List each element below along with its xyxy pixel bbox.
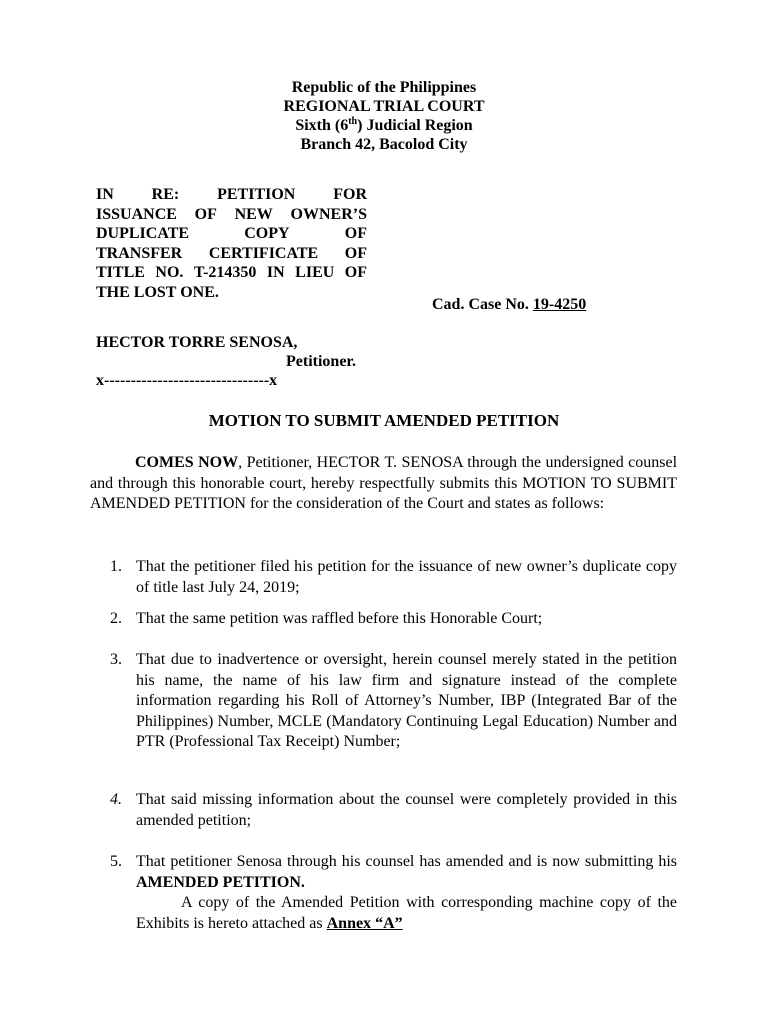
header-branch: Branch 42, Bacolod City <box>300 136 468 153</box>
petitioner-block <box>96 333 356 390</box>
case-caption <box>96 185 367 302</box>
case-number-value: 19-4250 <box>532 296 587 313</box>
list-item: 1. That the petitioner filed his petition for the issuance of new owner’s duplicate copy of title last July 24, 2019; <box>110 558 677 596</box>
motion-title: MOTION TO SUBMIT AMENDED PETITION <box>208 411 560 430</box>
caption-line-5: TITLE NO. T-214350 IN LIEU OF <box>96 264 367 281</box>
caption-line-6: THE LOST ONE. <box>96 283 219 301</box>
court-header <box>0 78 768 154</box>
intro-paragraph <box>90 453 677 515</box>
petitioner-role: Petitioner. <box>286 353 357 370</box>
header-court: REGIONAL TRIAL COURT <box>283 98 485 115</box>
caption-line-1: IN RE: PETITION FOR <box>96 186 367 203</box>
caption-line-4: TRANSFER CERTIFICATE OF <box>96 244 367 262</box>
list-item: 5. That petitioner Senosa through his counsel has amended and is now submitting his AMENDED PETITION. <box>110 853 677 891</box>
list-item: 4. That said missing information about the counsel were completely provided in this amended petition; <box>110 791 677 829</box>
caption-separator: x-------------------------------x <box>96 372 278 389</box>
list-item: 3. That due to inadvertence or oversight, herein counsel merely stated in the petition his name, the name of his law firm and signature instead of the complete information regarding his Roll of Attorney’s Number, IBP (Integrated Bar of the Philippines) Number, MCLE (Mandatory Continuing Legal Education) Number and PTR (Professional Tax Receipt) Number; <box>110 651 677 750</box>
comes-now: COMES NOW <box>135 454 239 471</box>
case-number <box>432 296 586 314</box>
caption-line-3: DUPLICATE COPY OF <box>96 225 367 242</box>
annex-label: Annex “A” <box>326 914 403 932</box>
annex-paragraph: A copy of the Amended Petition with corresponding machine copy of the Exhibits is hereto attached as Annex “A” <box>136 894 677 932</box>
intro-text: , Petitioner, HECTOR T. SENOSA through the undersigned counsel and through this honorable court, hereby respectfully submits this MOTION TO SUBMIT AMENDED PETITION for the consideration of the Court and states as follows: <box>90 454 678 512</box>
header-republic: Republic of the Philippines <box>291 79 477 96</box>
list-item: 2. That the same petition was raffled before this Honorable Court; <box>110 610 543 627</box>
petitioner-name: HECTOR TORRE SENOSA, <box>96 334 298 351</box>
header-region: Sixth (6th) Judicial Region <box>295 116 473 134</box>
caption-line-2: ISSUANCE OF NEW OWNER’S <box>96 205 367 223</box>
case-number-label: Cad. Case No. <box>432 296 529 313</box>
amended-petition-label: AMENDED PETITION. <box>136 873 305 891</box>
